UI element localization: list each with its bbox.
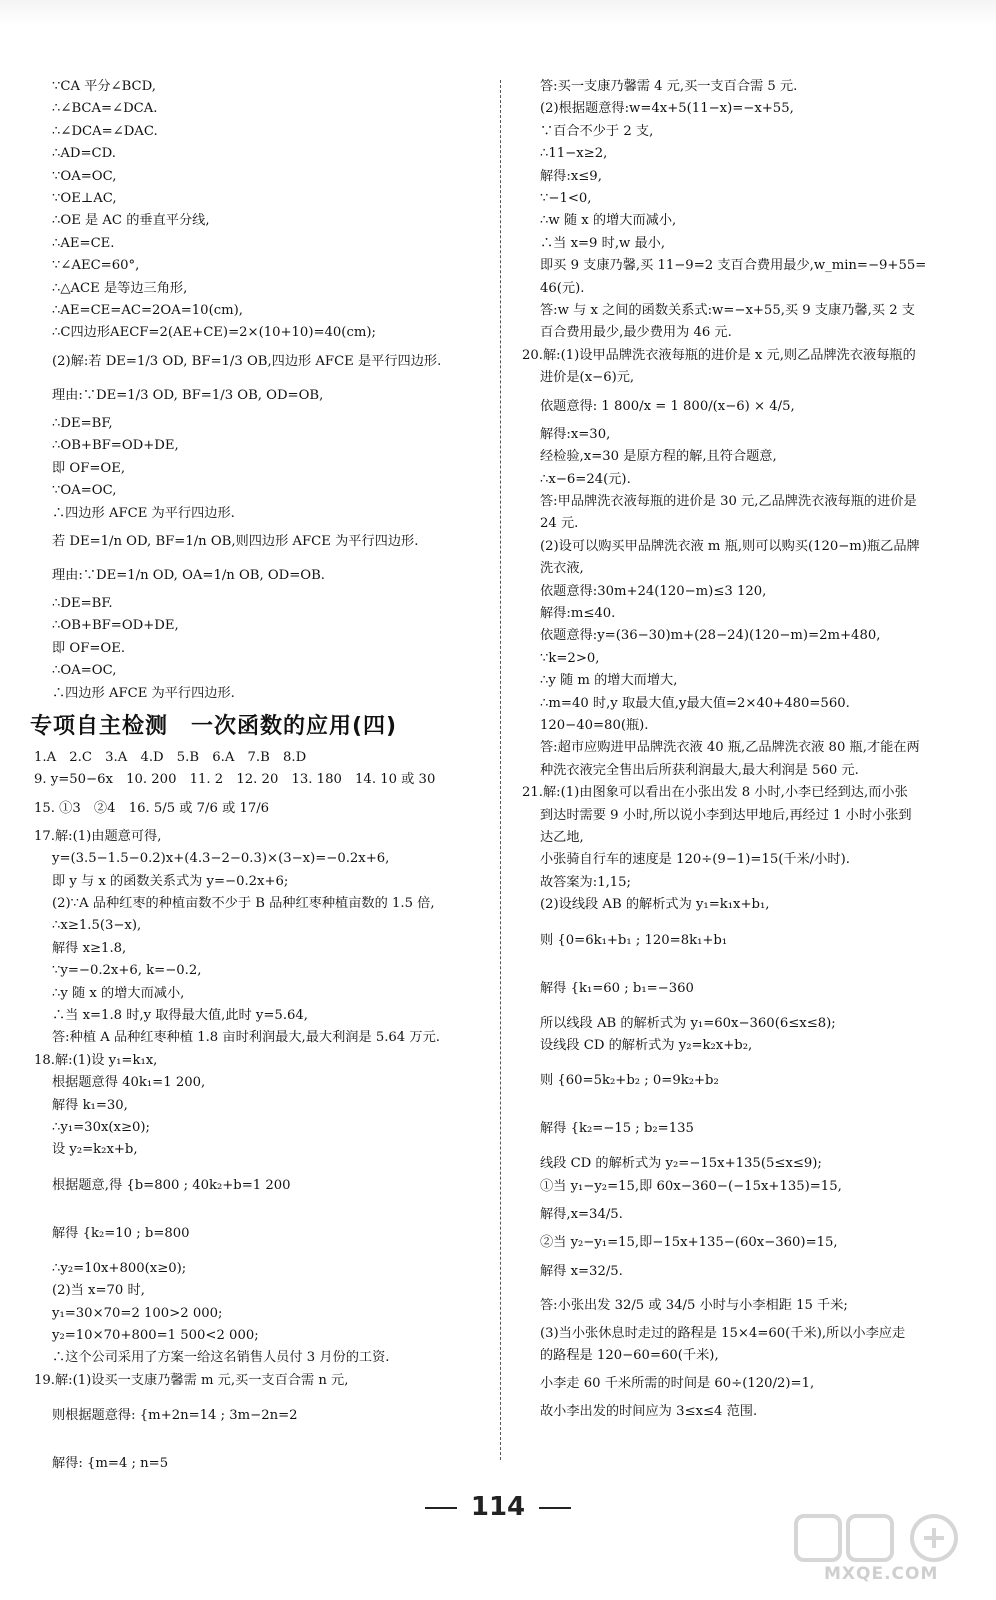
text-line: ∴∠BCA=∠DCA. [52,101,158,117]
text-line: 则 {60=5k₂+b₂ ; 0=9k₂+b₂ [540,1073,719,1089]
text-line: ②当 y₂−y₁=15,即−15x+135−(60x−360)=15, [540,1235,838,1251]
text-line: ∴当 x=1.8 时,y 取得最大值,此时 y=5.64, [52,1008,308,1023]
text-line: 故小李出发的时间应为 3≤x≤4 范围. [540,1404,758,1420]
text-line: 达乙地, [540,830,584,845]
text-line: ∵−1<0, [540,191,592,207]
text-line: 答:小张出发 32/5 或 34/5 小时与小李相距 15 千米; [540,1297,848,1313]
text-line: ∵OE⊥AC, [52,191,117,207]
text-line: 百合费用最少,最少费用为 46 元. [540,325,732,341]
text-line: 解得 k₁=30, [52,1097,128,1113]
text-line: ∵百合不少于 2 支, [540,123,654,139]
text-line: 若 DE=1/n OD, BF=1/n OB,则四边形 AFCE 为平行四边形. [52,533,419,549]
right-column [522,76,978,1424]
text-line: 答:买一支康乃馨需 4 元,买一支百合需 5 元. [540,79,798,94]
text-line: 1.A 2.C 3.A 4.D 5.B 6.A 7.B 8.D [34,749,307,765]
text-line: 答:超市应购进甲品牌洗衣液 40 瓶,乙品牌洗衣液 80 瓶,才能在两 [540,740,920,756]
text-line: 设线段 CD 的解析式为 y₂=k₂x+b₂, [540,1038,753,1054]
text-line: 20.解:(1)设甲品牌洗衣液每瓶的进价是 x 元,则乙品牌洗衣液每瓶的 [522,347,916,363]
watermark-logo [792,1510,982,1588]
text-line: 解得 x=32/5. [540,1263,623,1279]
text-line: ∴四边形 AFCE 为平行四边形. [52,685,235,701]
text-line: ∴x−6=24(元). [540,471,631,487]
text-line: 小李走 60 千米所需的时间是 60÷(120/2)=1, [540,1376,815,1392]
text-line: ∴w 随 x 的增大而减小, [540,213,677,229]
text-line: (2)根据题意得:w=4x+5(11−x)=−x+55, [540,101,794,117]
text-line: 所以线段 AB 的解析式为 y₁=60x−360(6≤x≤8); [540,1015,836,1031]
text-line: y₂=10×70+800=1 500<2 000; [52,1328,259,1344]
text-line: ∴DE=BF, [52,415,113,431]
scan-top-edge [0,0,996,26]
watermark-text: MXQE.COM [824,1564,939,1584]
text-line: y=(3.5−1.5−0.2)x+(4.3−2−0.3)×(3−x)=−0.2x+6, [52,851,390,867]
text-line: 答:种植 A 品种红枣种植 1.8 亩时利润最大,最大利润是 5.64 万元. [52,1030,440,1046]
text-line: 17.解:(1)由题意可得, [34,828,162,844]
footer-left-dash [425,1507,457,1509]
text-line: y₁=30×70=2 100>2 000; [52,1305,223,1321]
text-line: ∴AD=CD. [52,146,116,162]
text-line: 9. y=50−6x 10. 200 11. 2 12. 20 13. 180 14. 10 或 30 [34,772,436,788]
text-line: 即 OF=OE, [52,460,126,476]
text-line: ∴当 x=9 时,w 最小, [540,235,666,251]
text-line: ∴11−x≥2, [540,146,608,162]
text-line: 解得:x≤9, [540,168,602,184]
text-line: ①当 y₁−y₂=15,即 60x−360−(−15x+135)=15, [540,1178,842,1194]
text-line: 解得,x=34/5. [540,1207,623,1223]
text-line: ∵∠AEC=60°, [52,258,140,274]
text-line: (2)设可以购买甲品牌洗衣液 m 瓶,则可以购买(120−m)瓶乙品牌 [540,538,920,554]
text-line: ∴∠DCA=∠DAC. [52,123,158,139]
text-line: 理由:∵DE=1/3 OD, BF=1/3 OB, OD=OB, [52,387,324,403]
text-line: ∴y₁=30x(x≥0); [52,1120,151,1136]
text-line: 解得:m≤40. [540,605,616,621]
text-line: 即 y 与 x 的函数关系式为 y=−0.2x+6; [52,873,289,889]
text-line: 解得 {k₂=−15 ; b₂=135 [540,1121,694,1137]
text-line: ∴y 随 m 的增大而增大, [540,673,678,689]
text-line: ∴C四边形AECF=2(AE+CE)=2×(10+10)=40(cm); [52,325,376,341]
text-line: ∴OA=OC, [52,663,117,679]
left-column [30,76,494,1488]
text-line: 进价是(x−6)元, [540,370,635,386]
text-line: 根据题意得 40k₁=1 200, [52,1075,206,1091]
text-line: 解得 x≥1.8, [52,940,127,956]
text-line: 依题意得:y=(36−30)m+(28−24)(120−m)=2m+480, [540,628,881,644]
text-line: ∵CA 平分∠BCD, [52,79,156,94]
text-line: 24 元. [540,516,579,532]
column-divider [500,80,501,1460]
text-line: (2)解:若 DE=1/3 OD, BF=1/3 OB,四边形 AFCE 是平行四边形. [52,353,442,369]
text-line: 到达时需要 9 小时,所以说小李到达甲地后,再经过 1 小时小张到 [540,807,912,823]
text-line: 故答案为:1,15; [540,874,631,890]
text-line: ∴OB+BF=OD+DE, [52,438,179,454]
text-line: 依题意得: 1 800/x = 1 800/(x−6) × 4/5, [540,398,795,414]
text-line: (2)当 x=70 时, [52,1283,145,1299]
text-line: 根据题意,得 {b=800 ; 40k₂+b=1 200 [52,1177,291,1193]
text-line: ∵k=2>0, [540,650,600,666]
text-line: ∴四边形 AFCE 为平行四边形. [52,505,235,521]
text-line: ∵OA=OC, [52,483,117,499]
text-line: ∴x≥1.5(3−x), [52,918,142,934]
text-line: ∵y=−0.2x+6, k=−0.2, [52,963,202,979]
page-number: 114 [470,1492,526,1522]
text-line: ∴OB+BF=OD+DE, [52,618,179,634]
text-line: 种洗衣液完全售出后所获利润最大,最大利润是 560 元. [540,762,859,778]
text-line: 解得 {k₂=10 ; b=800 [52,1225,190,1241]
text-line: 即 OF=OE. [52,640,126,656]
text-line: 19.解:(1)设买一支康乃馨需 m 元,买一支百合需 n 元, [34,1372,349,1388]
text-line: 21.解:(1)由图象可以看出在小张出发 8 小时,小李已经到达,而小张 [522,785,908,801]
text-line: ∴m=40 时,y 取最大值,y最大值=2×40+480=560. [540,695,850,711]
footer-right-dash [539,1507,571,1509]
text-line: 即买 9 支康乃馨,买 11−9=2 支百合费用最少,w_min=−9+55= [540,258,927,274]
answers-block [34,747,494,1488]
text-line: 解得:x=30, [540,426,611,442]
text-line: 经检验,x=30 是原方程的解,且符合题意, [540,449,777,465]
text-line: ∴这个公司采用了方案一给这名销售人员付 3 月份的工资. [52,1350,390,1366]
text-line: 小张骑自行车的速度是 120÷(9−1)=15(千米/小时). [540,852,850,868]
text-line: ∴DE=BF. [52,595,113,611]
text-line: 线段 CD 的解析式为 y₂=−15x+135(5≤x≤9); [540,1156,822,1172]
text-line: 46(元). [540,280,585,296]
text-line: 洗衣液, [540,561,584,577]
text-line: ∴y₂=10x+800(x≥0); [52,1260,187,1276]
text-line: 18.解:(1)设 y₁=k₁x, [34,1052,158,1068]
text-line: (3)当小张休息时走过的路程是 15×4=60(千米),所以小李应走 [540,1325,906,1341]
text-line: 则根据题意得: {m+2n=14 ; 3m−2n=2 [52,1408,298,1424]
text-line: 解得 {k₁=60 ; b₁=−360 [540,980,694,996]
text-line: ∴AE=CE. [52,235,115,251]
text-line: (2)设线段 AB 的解析式为 y₁=k₁x+b₁, [540,897,770,913]
text-line: 解得: {m=4 ; n=5 [52,1456,169,1472]
proof-block [34,76,494,705]
text-line: 的路程是 120−60=60(千米), [540,1348,719,1364]
text-line: 则 {0=6k₁+b₁ ; 120=8k₁+b₁ [540,932,728,948]
text-line: 答:w 与 x 之间的函数关系式:w=−x+55,买 9 支康乃馨,买 2 支 [540,303,915,319]
text-line: ∴OE 是 AC 的垂直平分线, [52,213,210,229]
text-line: ∴AE=CE=AC=2OA=10(cm), [52,303,243,319]
section-title: 专项自主检测 一次函数的应用(四) [30,713,398,739]
text-line: ∴y 随 x 的增大而减小, [52,985,185,1001]
watermark-emblem-icon [792,1510,982,1570]
text-line: 设 y₂=k₂x+b, [52,1142,138,1158]
text-line: 120−40=80(瓶). [540,717,649,733]
text-line: ∵OA=OC, [52,168,117,184]
text-line: 依题意得:30m+24(120−m)≤3 120, [540,583,767,599]
text-line: (2)∵A 品种红枣的种植亩数不少于 B 品种红枣种植亩数的 1.5 倍, [52,895,435,911]
text-line: 理由:∵DE=1/n OD, OA=1/n OB, OD=OB. [52,567,325,583]
text-line: 答:甲品牌洗衣液每瓶的进价是 30 元,乙品牌洗衣液每瓶的进价是 [540,493,917,509]
text-line: ∴△ACE 是等边三角形, [52,280,188,296]
text-line: 15. ①3 ②4 16. 5/5 或 7/6 或 17/6 [34,800,270,816]
